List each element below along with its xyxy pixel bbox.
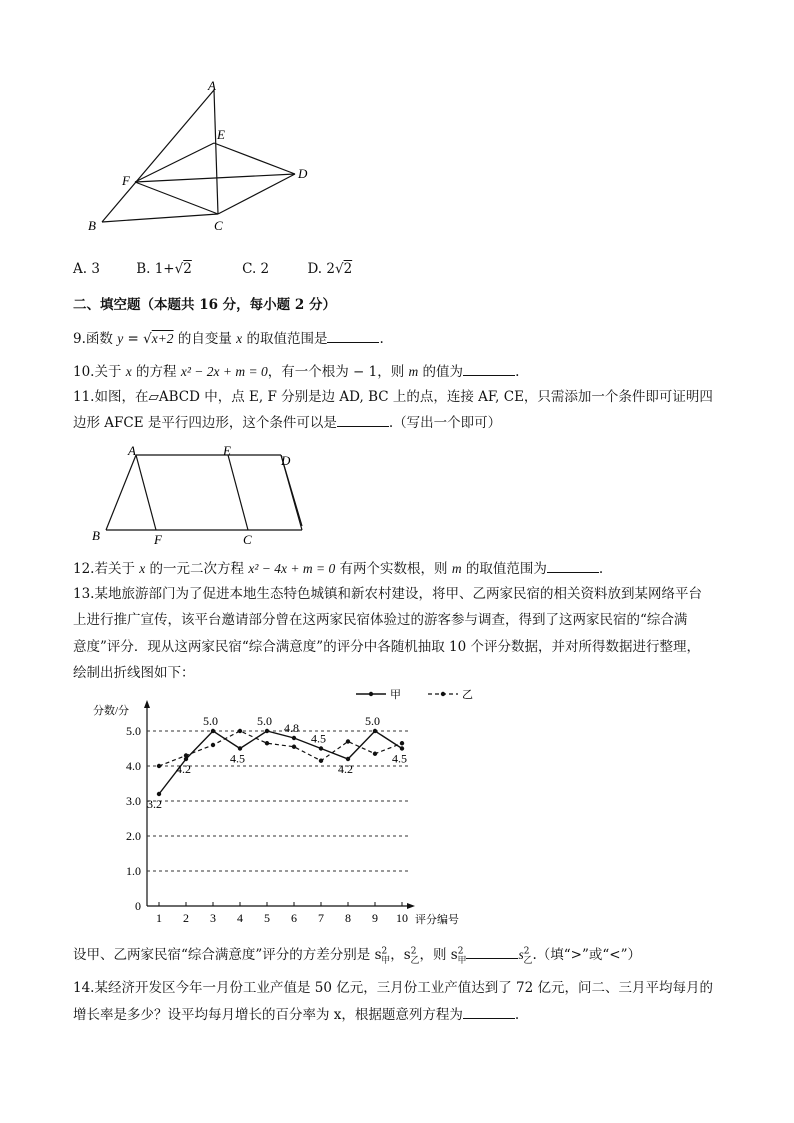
question-13-line1: 13.某地旅游部门为了促进本地生态特色城镇和新农村建设，将甲、乙两家民宿的相关资料放到某网络平台 [73,586,702,602]
label-b: B [92,528,100,543]
legend-label-0: 甲 [390,689,401,701]
series-point-0 [211,729,215,733]
y-tick-label: 3.0 [126,794,141,808]
label-c: C [243,532,252,547]
series-point-1 [373,752,377,756]
figure-q8 [80,78,320,238]
answer-blank[interactable] [463,1006,515,1019]
data-label: 4.2 [176,762,191,776]
label-a: A [208,78,216,93]
question-10: 10.关于 x 的方程 x² − 2x + m = 0，有一个根为 − 1，则 m 的值为 . [73,364,520,380]
series-point-1 [400,741,404,745]
option-a: A. 3 [73,261,100,277]
series-point-0 [157,792,161,796]
series-point-1 [238,729,242,733]
data-label: 4.8 [284,721,299,735]
data-label: 4.2 [338,762,353,776]
y-tick-label: 2.0 [126,829,141,843]
x-axis-arrow [407,903,415,909]
option-c: C. 2 [242,261,270,277]
series-point-0 [346,757,350,761]
x-tick-label: 5 [264,911,270,925]
legend-marker-0 [369,692,373,696]
label-a: A [128,443,136,458]
series-point-1 [292,745,296,749]
y-tick-label: 1.0 [126,864,141,878]
label-f: F [154,532,162,547]
question-13-line3: 意度”评分．现从这两家民宿“综合满意度”的评分中各随机抽取 10 个评分数据，并对所得数据进行整理， [73,639,700,655]
answer-blank[interactable] [337,414,389,427]
series-point-1 [157,764,161,768]
label-f: F [122,173,130,188]
option-d: D. 2√2 [307,261,353,277]
series-point-1 [211,743,215,747]
data-label: 4.5 [311,731,326,746]
data-label: 5.0 [257,714,272,728]
x-tick-label: 9 [372,911,378,925]
question-14-line2: 增长率是多少？设平均每月增长的百分率为 x，根据题意列方程为 . [73,1007,520,1023]
data-label: 4.5 [392,751,407,766]
y-tick-label: 5.0 [126,724,141,738]
label-d: D [281,453,291,468]
series-point-1 [265,741,269,745]
question-13-line2: 上进行推广宣传，该平台邀请部分曾在这两家民宿体验过的游客参与调查，得到了这两家民宿的“综合满 [73,612,688,628]
x-tick-label: 1 [156,911,162,925]
q8-options [73,261,352,277]
x-tick-label: 10 [396,911,408,925]
answer-blank[interactable] [463,363,515,376]
x-tick-label: 7 [318,911,324,925]
series-point-1 [319,759,323,763]
series-point-0 [238,746,242,750]
label-b: B [88,218,96,233]
legend-label-1: 乙 [462,689,473,701]
label-d: D [298,166,308,181]
y-axis-arrow [144,700,150,708]
series-point-0 [319,746,323,750]
data-label: 5.0 [203,714,218,728]
option-b: B. 1+√2 [136,261,192,277]
question-13-line4: 绘制出折线图如下： [73,665,195,681]
question-11-line1: 11.如图，在▱ABCD 中，点 E, F 分别是边 AD, BC 上的点，连接 AF, CE，只需添加一个条件即可证明四 [73,389,713,405]
y-tick-label: 4.0 [126,759,141,773]
label-c: C [214,218,223,233]
y-tick-label: 0 [135,899,141,913]
figure-q11 [88,443,308,548]
line-chart [88,685,508,925]
series-point-1 [346,739,350,743]
data-label: 4.5 [230,751,245,766]
x-axis-label: 评分编号 [415,914,459,925]
data-label: 5.0 [365,714,380,728]
series-point-0 [373,729,377,733]
label-e: E [223,443,231,458]
x-tick-label: 2 [183,911,189,925]
answer-blank[interactable] [466,946,518,959]
series-point-0 [265,729,269,733]
answer-blank[interactable] [547,560,599,573]
x-tick-label: 3 [210,911,216,925]
x-tick-label: 8 [345,911,351,925]
x-tick-label: 4 [237,911,243,925]
series-line-0 [159,731,402,794]
series-point-0 [292,736,296,740]
question-12: 12.若关于 x 的一元二次方程 x² − 4x + m = 0 有两个实数根，则 m 的取值范围为 . [73,561,604,577]
question-11-line2: 边形 AFCE 是平行四边形，这个条件可以是 .（写出一个即可） [73,415,502,431]
data-label: 3.2 [147,797,162,811]
question-9: 9.函数 y = √x+2 的自变量 x 的取值范围是 . [73,331,384,347]
answer-blank[interactable] [327,330,379,343]
legend-marker-1 [441,692,445,696]
label-e: E [217,127,225,142]
series-point-1 [184,753,188,757]
question-14-line1: 14.某经济开发区今年一月份工业产值是 50 亿元，三月份工业产值达到了 72 亿元，问二、三月平均每月的 [73,980,713,996]
x-tick-label: 6 [291,911,297,925]
question-13-answer: 设甲、乙两家民宿“综合满意度”评分的方差分别是 $s^2_甲$，$s^2_乙$，则 $s^2_甲$ $s^2_乙$.（填“>”或“<”） [73,946,641,966]
series-point-0 [400,746,404,750]
section-title: 二、填空题（本题共 16 分，每小题 2 分） [73,297,336,313]
y-axis-label: 分数/分 [93,705,130,717]
